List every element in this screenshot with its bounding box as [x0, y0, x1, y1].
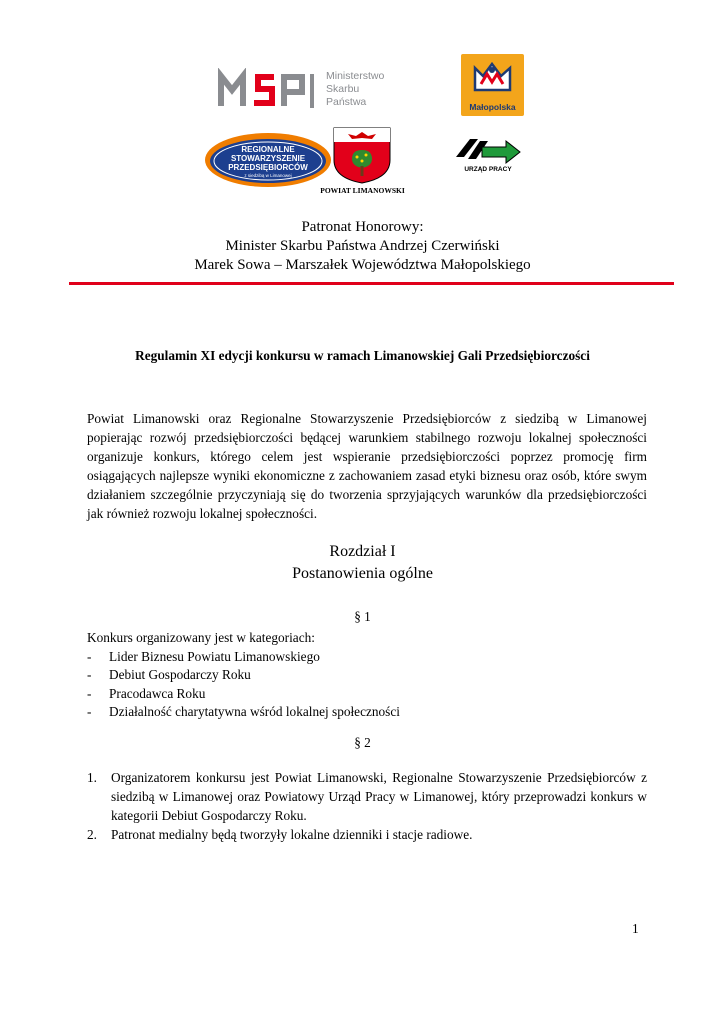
- item-number: 2.: [87, 827, 97, 842]
- header-divider: [69, 282, 674, 285]
- powiat-coat-of-arms: [332, 126, 392, 184]
- category-text: Pracodawca Roku: [109, 685, 206, 701]
- msp-sub-line3: Państwa: [326, 96, 367, 108]
- item-line: Patronat medialny będą tworzyły lokalne dzienniki i stacje radiowe.: [111, 827, 473, 842]
- patronat-marszalek: Marek Sowa – Marszałek Województwa Małopolskiego: [194, 257, 531, 273]
- category-text: Działalność charytatywna wśród lokalnej społeczności: [109, 704, 400, 719]
- patronat-block: [0, 218, 725, 275]
- patronat-minister: Minister Skarbu Państwa Andrzej Czerwiński: [225, 238, 500, 254]
- chapter-heading: [0, 541, 725, 585]
- msp-subtitle: [326, 70, 384, 109]
- patronat-heading: Patronat Honorowy:: [301, 219, 424, 235]
- msp-logo-mark: [218, 68, 323, 112]
- malopolska-logo: [461, 54, 524, 116]
- list-item: [87, 648, 647, 667]
- coat-of-arms-icon: [332, 126, 392, 184]
- intro-line: osiągających najlepsze wyniki ekonomiczne z zachowaniem zasad etyki biznesu oraz osób, które swym: [87, 468, 647, 483]
- category-text: Lider Biznesu Powiatu Limanowskiego: [109, 648, 320, 664]
- item-line: siedzibą w Limanowej oraz Powiatowy Urząd Pracy w Limanowej, który przeprowadzi konkurs w: [111, 789, 647, 804]
- list-dash: -: [87, 648, 92, 664]
- intro-paragraph: [87, 409, 647, 523]
- intro-line: działaniem szczególnie przyczyniają się do tworzenia sprzyjających warunków dla przedsiębiorczości: [87, 487, 647, 502]
- item-line: kategorii Debiut Gospodarczy Roku.: [111, 808, 307, 823]
- urzad-pracy-label: URZĄD PRACY: [464, 166, 512, 173]
- list-dash: -: [87, 667, 92, 682]
- item-line: Organizatorem konkursu jest Powiat Limanowski, Regionalne Stowarzyszenie Przedsiębiorców z: [111, 770, 647, 785]
- chapter-name: Postanowienia ogólne: [292, 565, 433, 582]
- page-number: 1: [632, 921, 639, 936]
- document-title: Regulamin XI edycji konkursu w ramach Limanowskiej Gali Przedsiębiorczości: [135, 348, 590, 363]
- rsp-oval-icon: [203, 131, 333, 189]
- msp-sub-line1: Ministerstwo: [326, 70, 385, 82]
- intro-line: popierając rozwój przedsiębiorczości będącej warunkiem stabilnego rozwoju lokalnej społeczności: [87, 430, 647, 445]
- category-text: Debiut Gospodarczy Roku: [109, 667, 251, 682]
- list-item: [87, 666, 647, 685]
- rsp-line2: STOWARZYSZENIE: [230, 154, 306, 163]
- intro-line: Powiat Limanowski oraz Regionalne Stowarzyszenie Przedsiębiorców z siedzibą w Limanowej: [87, 411, 647, 426]
- section-1-list: [87, 629, 647, 722]
- numbered-item: [87, 825, 647, 844]
- item-body: [111, 825, 647, 844]
- list-dash: -: [87, 704, 92, 719]
- msp-sub-line2: Skarbu: [326, 83, 360, 95]
- list-item: [87, 703, 647, 722]
- section-1-lead: Konkurs organizowany jest w kategoriach:: [87, 630, 315, 645]
- rsp-line1: REGIONALNE: [241, 145, 295, 154]
- chapter-number: Rozdział I: [329, 543, 396, 560]
- item-number: 1.: [87, 770, 97, 785]
- msp-logo: [218, 68, 398, 112]
- section-1-mark: § 1: [354, 609, 371, 624]
- malopolska-emblem-icon: [461, 54, 524, 100]
- list-dash: -: [87, 685, 92, 701]
- list-item: [87, 685, 647, 704]
- section-2-mark: § 2: [354, 735, 371, 750]
- numbered-item: [87, 768, 647, 825]
- intro-line: organizuje konkurs, którego celem jest wspieranie przedsiębiorczości poprzez promocję firm: [87, 449, 647, 464]
- urzad-pracy-arrow-icon: [454, 133, 522, 167]
- malopolska-label: Małopolska: [469, 102, 516, 112]
- rsp-line4: z siedzibą w Limanowej: [244, 173, 292, 178]
- powiat-label: POWIAT LIMANOWSKI: [320, 186, 405, 195]
- section-2-list: [87, 768, 647, 844]
- rsp-line3: PRZEDSIĘBIORCÓW: [228, 163, 308, 172]
- intro-line: jak również rozwoju lokalnej społeczności.: [87, 506, 318, 521]
- rsp-logo: [203, 131, 333, 189]
- item-body: [111, 768, 647, 825]
